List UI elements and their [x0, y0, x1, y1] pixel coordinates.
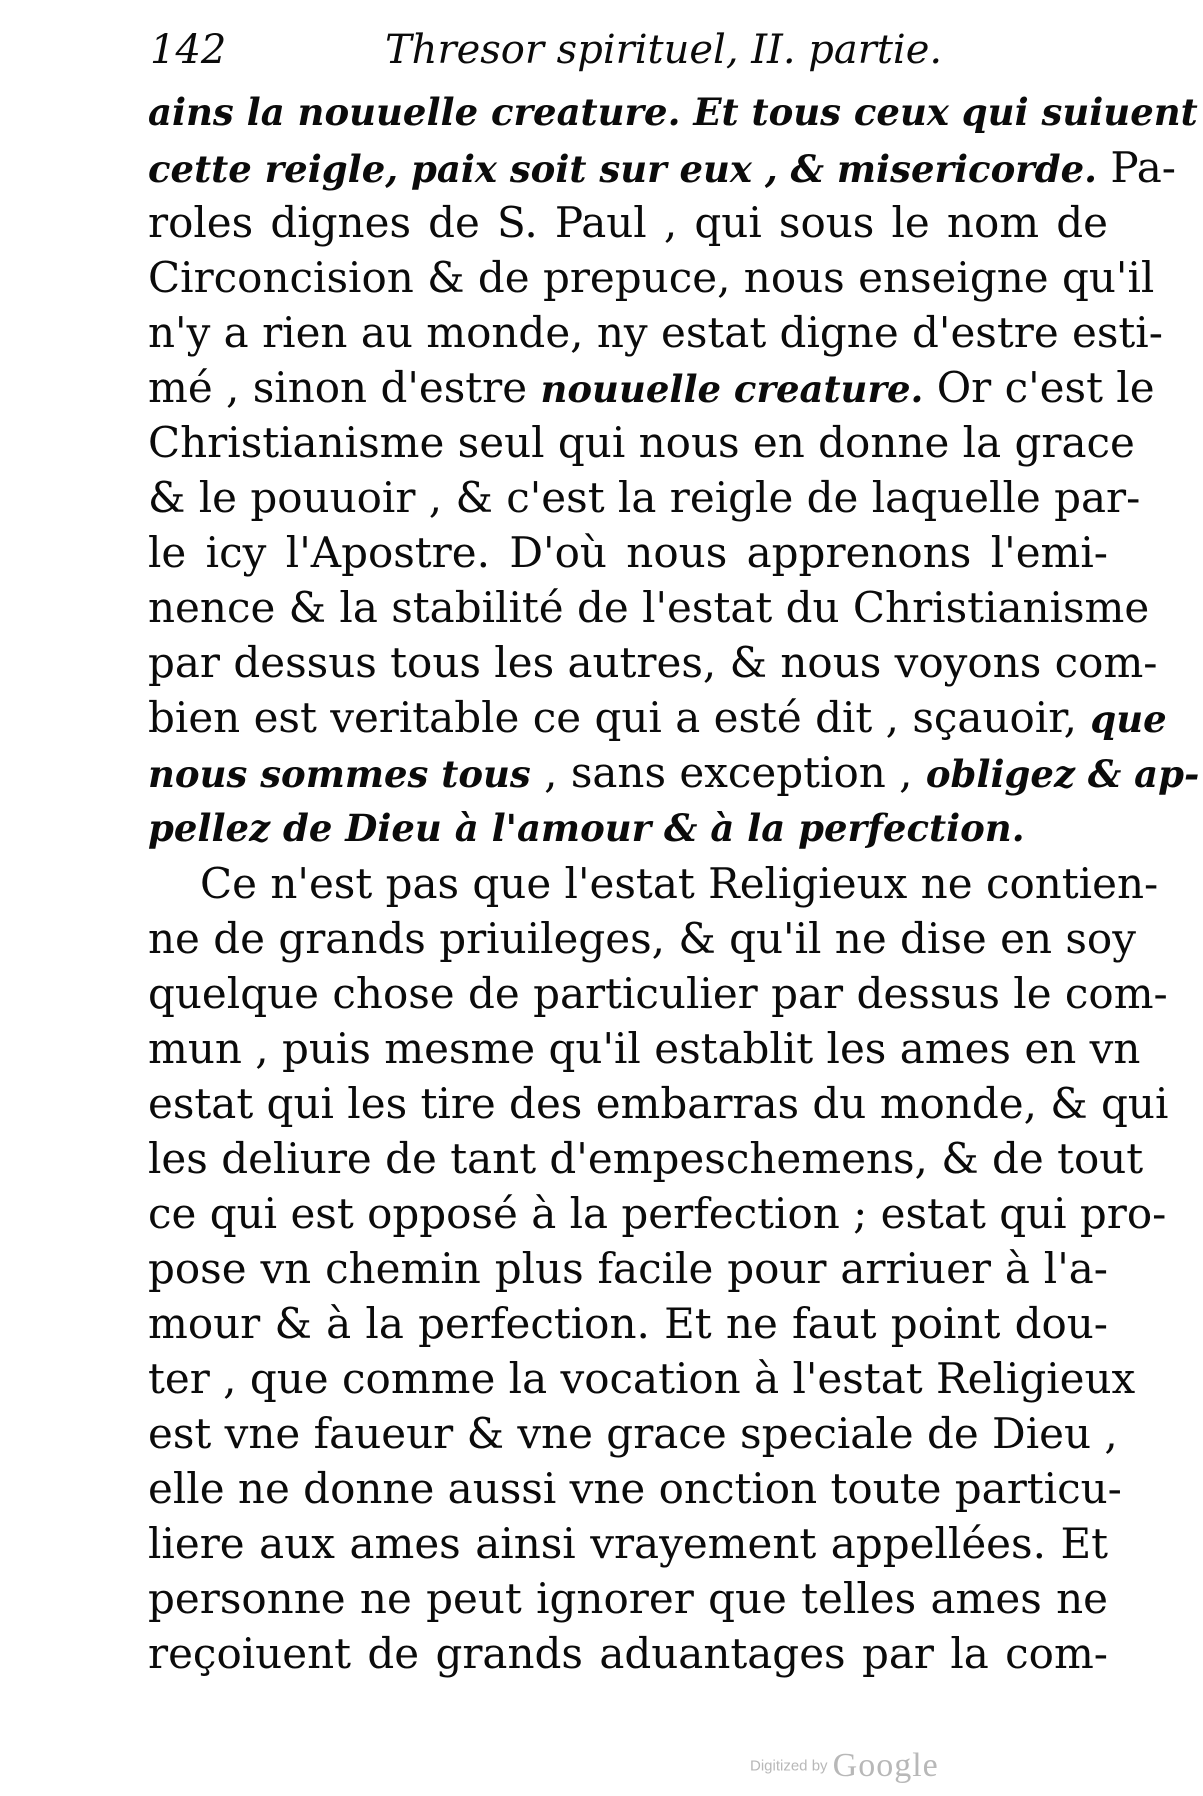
text-line — [148, 1461, 1122, 1516]
text-line — [148, 1296, 1108, 1351]
roman-run: Christianisme seul qui nous en donne la grace — [148, 418, 1135, 467]
roman-run: Pa- — [1097, 143, 1176, 192]
roman-run: mun , puis mesme qu'il establit les ames en vn — [148, 1024, 1141, 1073]
text-line — [148, 690, 1167, 745]
italic-run: ains la nouuelle creature. Et tous ceux qui suiuent — [148, 90, 1198, 134]
roman-run: , sans exception , — [530, 748, 926, 797]
italic-run: nouuelle creature. — [540, 367, 924, 411]
text-line — [148, 1131, 1144, 1186]
running-title: Thresor spirituel, II. partie. — [385, 27, 943, 73]
italic-run: pellez de Dieu à l'amour & à la perfection. — [148, 806, 1025, 850]
roman-run: les deliure de tant d'empeschemens, & de tout — [148, 1134, 1144, 1183]
text-line — [148, 1351, 1136, 1406]
page-number: 142 — [150, 27, 227, 73]
roman-run: le icy l'Apostre. D'où nous apprenons l'emi- — [148, 528, 1108, 577]
text-line — [148, 856, 1159, 911]
text-line — [148, 360, 1155, 415]
roman-run: bien est veritable ce qui a esté dit , sçauoir, — [148, 693, 1091, 742]
roman-run: ce qui est opposé à la perfection ; estat qui pro- — [148, 1189, 1167, 1238]
text-line — [148, 1516, 1108, 1571]
text-line — [148, 305, 1163, 360]
text-line — [148, 1186, 1167, 1241]
text-line — [148, 415, 1135, 470]
watermark-prefix: Digitized by — [750, 1757, 828, 1775]
roman-run: reçoiuent de grands aduantages par la com- — [148, 1629, 1108, 1678]
roman-run: nence & la stabilité de l'estat du Christianisme — [148, 583, 1150, 632]
watermark-brand: Google — [832, 1747, 939, 1784]
text-line — [148, 195, 1108, 250]
roman-run: mour & à la perfection. Et ne faut point dou- — [148, 1299, 1108, 1348]
italic-run: cette reigle, paix soit sur eux , & misericorde. — [148, 147, 1098, 191]
roman-run: n'y a rien au monde, ny estat digne d'estre esti- — [148, 308, 1163, 357]
text-line — [148, 1021, 1141, 1076]
roman-run: elle ne donne aussi vne onction toute particu- — [148, 1464, 1122, 1513]
roman-run: estat qui les tire des embarras du monde, & qui — [148, 1079, 1169, 1128]
roman-run: ter , que comme la vocation à l'estat Religieux — [148, 1354, 1136, 1403]
text-line — [148, 1406, 1118, 1461]
text-line — [148, 1571, 1108, 1626]
roman-run: & le pouuoir , & c'est la reigle de laquelle par- — [148, 473, 1141, 522]
text-line — [148, 800, 1108, 856]
roman-run: est vne faueur & vne grace speciale de Dieu , — [148, 1409, 1118, 1458]
digitization-watermark — [750, 1747, 1000, 1787]
roman-run: mé , sinon d'estre — [148, 363, 541, 412]
roman-run: Circoncision & de prepuce, nous enseigne qu'il — [148, 253, 1155, 302]
text-line — [148, 1241, 1108, 1296]
roman-run: par dessus tous les autres, & nous voyons com- — [148, 638, 1158, 687]
italic-run: que — [1090, 697, 1167, 741]
text-line — [148, 966, 1168, 1021]
text-line — [148, 140, 1176, 195]
text-line — [148, 745, 1200, 800]
text-line — [148, 525, 1108, 580]
page-header — [150, 22, 1110, 78]
roman-run: Ce n'est pas que l'estat Religieux ne contien- — [200, 859, 1159, 908]
italic-run: nous sommes tous — [148, 752, 531, 796]
roman-run: quelque chose de particulier par dessus le com- — [148, 969, 1168, 1018]
roman-run: Or c'est le — [923, 363, 1155, 412]
roman-run: liere aux ames ainsi vrayement appellées. Et — [148, 1519, 1108, 1568]
body-text — [148, 84, 1200, 1681]
text-line — [148, 470, 1141, 525]
text-line — [148, 250, 1155, 305]
text-line — [148, 1076, 1169, 1131]
text-line — [148, 635, 1158, 690]
text-line — [148, 1626, 1108, 1681]
roman-run: personne ne peut ignorer que telles ames ne — [148, 1574, 1108, 1623]
roman-run: roles dignes de S. Paul , qui sous le nom de — [148, 198, 1108, 247]
italic-run: obligez & ap- — [925, 752, 1200, 796]
text-line — [148, 911, 1136, 966]
roman-run: pose vn chemin plus facile pour arriuer à l'a- — [148, 1244, 1108, 1293]
text-line — [148, 580, 1150, 635]
text-line — [148, 84, 1198, 140]
roman-run: ne de grands priuileges, & qu'il ne dise en soy — [148, 914, 1136, 963]
